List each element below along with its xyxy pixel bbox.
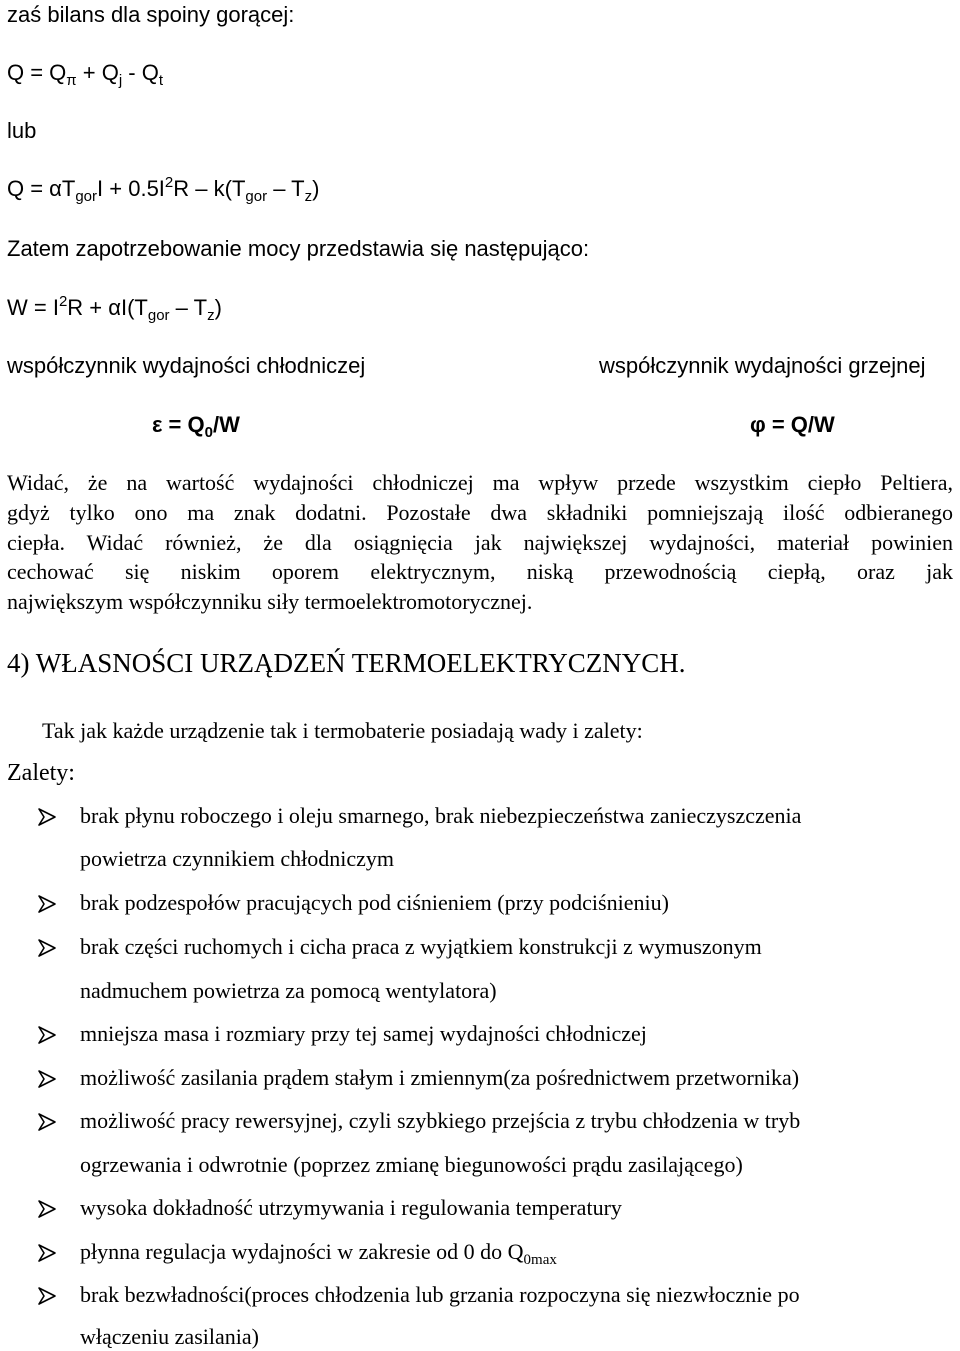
- intro-advantages-text: Tak jak każde urządzenie tak i termobaterie posiadają wady i zalety:: [42, 718, 643, 743]
- paragraph-line: cechować się niskim oporem elektrycznym, niską przewodnością ciepłą, oraz jak: [7, 559, 953, 584]
- intro-text: zaś bilans dla spoiny gorącej:: [7, 2, 295, 27]
- list-item-continuation: powietrza czynnikiem chłodniczym: [80, 846, 394, 871]
- arrowhead-bullet-icon: [36, 937, 58, 959]
- list-item: brak podzespołów pracujących pod ciśnieniem (przy podciśnieniu): [80, 890, 669, 915]
- coef-heating-label: współczynnik wydajności grzejnej: [599, 353, 926, 378]
- arrowhead-bullet-icon: [36, 1285, 58, 1307]
- arrowhead-bullet-icon: [36, 1242, 58, 1264]
- list-item-continuation: ogrzewania i odwrotnie (poprzez zmianę biegunowości prądu zasilającego): [80, 1152, 743, 1177]
- equation-power: $W = I^2R + \alpha I(T_{gor} - T_z)$: [7, 293, 222, 324]
- arrowhead-bullet-icon: [36, 1198, 58, 1220]
- epsilon-formula: $\varepsilon = Q_0/W$: [152, 412, 240, 441]
- equation-heat-balance: $Q = Q_\pi + Q_j - Q_t$: [7, 60, 164, 89]
- arrowhead-bullet-icon: [36, 1068, 58, 1090]
- arrowhead-bullet-icon: [36, 893, 58, 915]
- arrowhead-bullet-icon: [36, 806, 58, 828]
- arrowhead-bullet-icon: [36, 1024, 58, 1046]
- list-item: możliwość zasilania prądem stałym i zmiennym(za pośrednictwem przetwornika): [80, 1065, 800, 1090]
- list-item: mniejsza masa i rozmiary przy tej samej wydajności chłodniczej: [80, 1021, 647, 1046]
- coef-cooling-label: współczynnik wydajności chłodniczej: [7, 353, 366, 378]
- section-heading: 4) WŁASNOŚCI URZĄDZEŃ TERMOELEKTRYCZNYCH.: [7, 648, 686, 678]
- lub-text: lub: [7, 118, 37, 143]
- paragraph-line: Widać, że na wartość wydajności chłodniczej ma wpływ przede wszystkim ciepło Peltiera,: [7, 470, 953, 495]
- phi-formula: φ = Q/W: [750, 412, 835, 437]
- arrowhead-bullet-icon: [36, 1111, 58, 1133]
- list-item: płynna regulacja wydajności w zakresie od 0 do $Q_{0max}$: [80, 1239, 557, 1268]
- equation-heat-expanded: $Q = \alpha T_{gor}I + 0.5I^2R - k(T_{gor} - T_z)$: [7, 174, 320, 205]
- paragraph-line: ciepła. Widać również, że dla osiągnięcia jak największej wydajności, materiał powinien: [7, 530, 953, 555]
- list-item-continuation: nadmuchem powietrza za pomocą wentylatora): [80, 978, 497, 1003]
- list-item: możliwość pracy rewersyjnej, czyli szybkiego przejścia z trybu chłodzenia w tryb: [80, 1108, 801, 1133]
- list-item: brak płynu roboczego i oleju smarnego, brak niebezpieczeństwa zanieczyszczenia: [80, 803, 802, 828]
- paragraph-line: gdyż tylko ono ma znak dodatni. Pozostałe dwa składniki pomniejszają ilość odbieranego: [7, 500, 953, 525]
- list-item-continuation: włączeniu zasilania): [80, 1324, 259, 1349]
- zalety-label: Zalety:: [7, 760, 75, 786]
- list-item: wysoka dokładność utrzymywania i regulowania temperatury: [80, 1195, 622, 1220]
- paragraph-line: największym współczynniku siły termoelektromotorycznej.: [7, 589, 533, 614]
- list-item: brak bezwładności(proces chłodzenia lub grzania rozpoczyna się niezwłocznie po: [80, 1282, 800, 1307]
- zatem-text: Zatem zapotrzebowanie mocy przedstawia się następująco:: [7, 236, 590, 261]
- list-item: brak części ruchomych i cicha praca z wyjątkiem konstrukcji z wymuszonym: [80, 934, 762, 959]
